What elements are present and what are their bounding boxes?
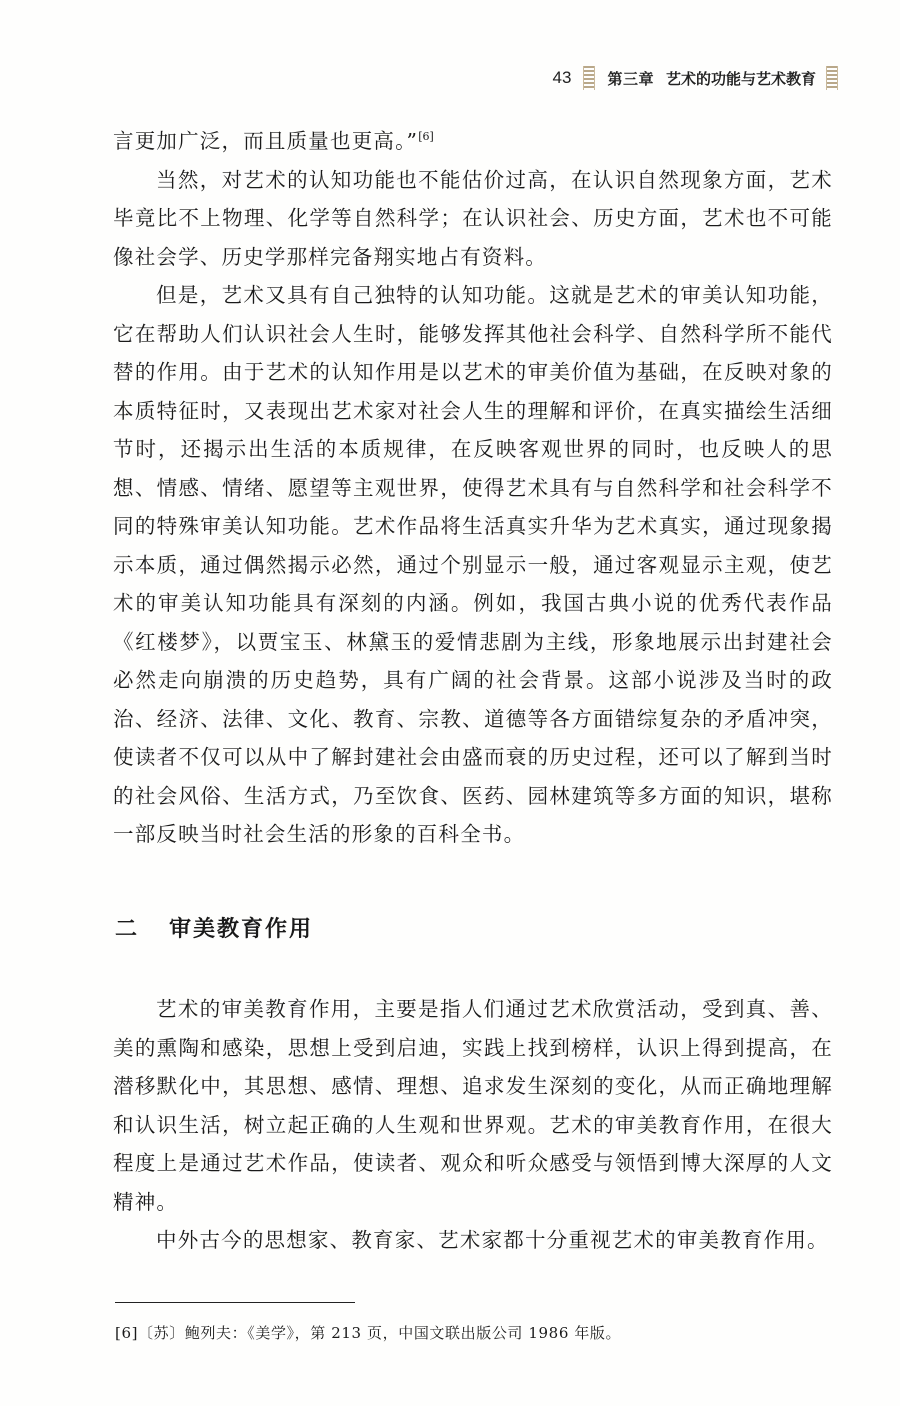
section-title: 审美教育作用: [169, 917, 314, 942]
ornament-icon: [826, 66, 838, 90]
paragraph: [113, 122, 833, 161]
paragraph: 但是，艺术又具有自己独特的认知功能。这就是艺术的审美认知功能，它在帮助人们认识社会人生时，能够发挥其他社会科学、自然科学所不能代替的作用。由于艺术的认知作用是以艺术的审美价值为基础，在反映对象的本质特征时，又表现出艺术家对社会人生的理解和评价，在真实描绘生活细节时，还揭示出生活的本质规律，在反映客观世界的同时，也反映人的思想、情感、情绪、愿望等主观世界，使得艺术具有与自然科学和社会科学不同的特殊审美认知功能。艺术作品将生活真实升华为艺术真实，通过现象揭示本质，通过偶然揭示必然，通过个别显示一般，通过客观显示主观，使艺术的审美认知功能具有深刻的内涵。例如，我国古典小说的优秀代表作品《红楼梦》，以贾宝玉、林黛玉的爱情悲剧为主线，形象地展示出封建社会必然走向崩溃的历史趋势，具有广阔的社会背景。这部小说涉及当时的政治、经济、法律、文化、教育、宗教、道德等各方面错综复杂的矛盾冲突，使读者不仅可以从中了解封建社会由盛而衰的历史过程，还可以了解到当时的社会风俗、生活方式，乃至饮食、医药、园林建筑等多方面的知识，堪称一部反映当时社会生活的形象的百科全书。: [113, 283, 833, 846]
running-header: [553, 66, 838, 90]
paragraph-text: 言更加广泛，而且质量也更高。”: [113, 129, 419, 153]
section-number: 二: [115, 917, 140, 942]
ornament-icon: [583, 66, 595, 90]
page-number: 43: [552, 68, 572, 87]
footnote-divider: [115, 1302, 355, 1303]
footnote-reference[interactable]: [6]: [418, 130, 434, 144]
body-text-section2: [113, 990, 833, 1260]
paragraph: 中外古今的思想家、教育家、艺术家都十分重视艺术的审美教育作用。: [156, 1228, 829, 1252]
chapter-title: 艺术的功能与艺术教育: [665, 69, 816, 88]
section-heading: [115, 912, 313, 943]
body-text-section1: [113, 122, 833, 854]
paragraph: 艺术的审美教育作用，主要是指人们通过艺术欣赏活动，受到真、善、美的熏陶和感染，思想上受到启迪，实践上找到榜样，认识上得到提高，在潜移默化中，其思想、感情、理想、追求发生深刻的变化，从而正确地理解和认识生活，树立起正确的人生观和世界观。艺术的审美教育作用，在很大程度上是通过艺术作品，使读者、观众和听众感受与领悟到博大深厚的人文精神。: [113, 997, 833, 1214]
paragraph: 当然，对艺术的认知功能也不能估价过高，在认识自然现象方面，艺术毕竟比不上物理、化学等自然科学；在认识社会、历史方面，艺术也不可能像社会学、历史学那样完备翔实地占有资料。: [113, 167, 833, 269]
chapter-label: 第三章: [607, 69, 654, 88]
footnote: [6]〔苏〕鲍列夫：《美学》，第 213 页，中国文联出版公司 1986 年版。: [115, 1324, 622, 1342]
